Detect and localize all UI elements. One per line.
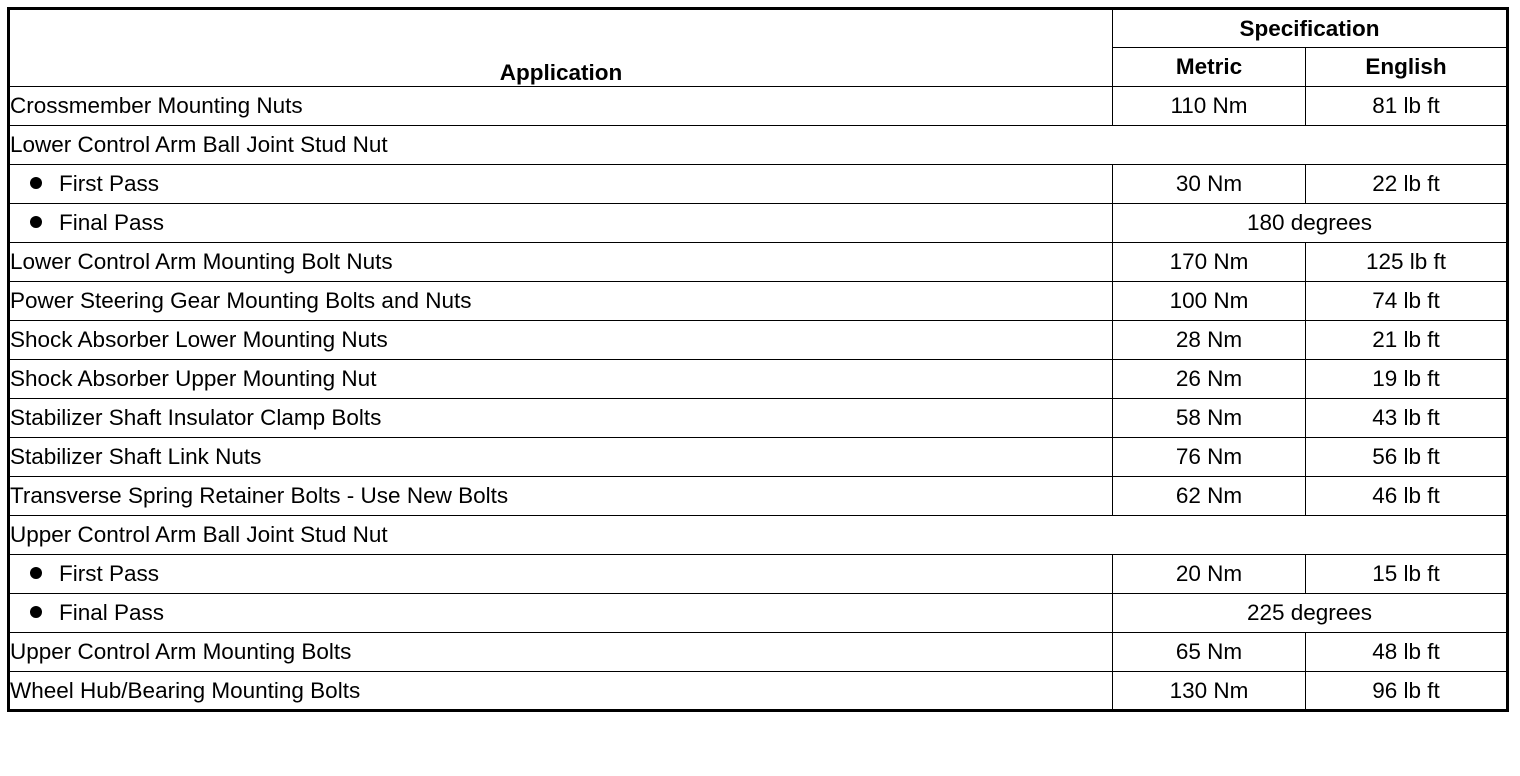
table-row [9,672,1508,711]
metric-value-cell: 65 Nm [1113,633,1306,672]
application-cell [9,555,1113,594]
application-cell: Shock Absorber Lower Mounting Nuts [9,321,1113,360]
metric-value-cell: 100 Nm [1113,282,1306,321]
specification-header: Specification [1113,9,1508,48]
metric-value-cell: 62 Nm [1113,477,1306,516]
metric-value-cell: 30 Nm [1113,165,1306,204]
application-cell [9,204,1113,243]
bullet-icon [30,177,42,189]
table-row [9,516,1508,555]
metric-value-cell: 26 Nm [1113,360,1306,399]
application-cell [9,165,1113,204]
application-cell [9,594,1113,633]
english-value-cell: 46 lb ft [1306,477,1508,516]
bullet-icon [30,567,42,579]
table-row [9,126,1508,165]
table-row [9,399,1508,438]
table-row [9,321,1508,360]
metric-value-cell: 58 Nm [1113,399,1306,438]
bullet-icon [30,606,42,618]
table-header [9,9,1508,87]
angle-spec-cell: 180 degrees [1113,204,1508,243]
header-row-top [9,9,1508,48]
metric-value-cell: 20 Nm [1113,555,1306,594]
sub-step-label: Final Pass [59,600,165,625]
english-value-cell: 74 lb ft [1306,282,1508,321]
application-cell: Transverse Spring Retainer Bolts - Use New Bolts [9,477,1113,516]
metric-header: Metric [1113,48,1306,87]
bullet-icon [30,216,42,228]
torque-spec-table [7,7,1509,712]
english-value-cell: 21 lb ft [1306,321,1508,360]
application-cell: Power Steering Gear Mounting Bolts and Nuts [9,282,1113,321]
table-row [9,87,1508,126]
application-cell: Shock Absorber Upper Mounting Nut [9,360,1113,399]
english-header: English [1306,48,1508,87]
application-header: Application [9,9,1113,87]
english-value-cell: 81 lb ft [1306,87,1508,126]
application-cell: Wheel Hub/Bearing Mounting Bolts [9,672,1113,711]
table-row [9,165,1508,204]
sub-step-label: First Pass [59,561,160,586]
table-body [9,87,1508,711]
english-value-cell: 43 lb ft [1306,399,1508,438]
application-cell: Lower Control Arm Mounting Bolt Nuts [9,243,1113,282]
metric-value-cell: 110 Nm [1113,87,1306,126]
table-row [9,477,1508,516]
english-value-cell: 96 lb ft [1306,672,1508,711]
table-row [9,633,1508,672]
table-row [9,360,1508,399]
group-heading-cell: Lower Control Arm Ball Joint Stud Nut [9,126,1508,165]
group-heading-cell: Upper Control Arm Ball Joint Stud Nut [9,516,1508,555]
application-cell: Stabilizer Shaft Link Nuts [9,438,1113,477]
english-value-cell: 56 lb ft [1306,438,1508,477]
table-row [9,594,1508,633]
table-row [9,243,1508,282]
application-cell: Stabilizer Shaft Insulator Clamp Bolts [9,399,1113,438]
english-value-cell: 15 lb ft [1306,555,1508,594]
table-row [9,438,1508,477]
metric-value-cell: 130 Nm [1113,672,1306,711]
application-cell: Upper Control Arm Mounting Bolts [9,633,1113,672]
table-row [9,204,1508,243]
application-cell: Crossmember Mounting Nuts [9,87,1113,126]
metric-value-cell: 28 Nm [1113,321,1306,360]
english-value-cell: 48 lb ft [1306,633,1508,672]
angle-spec-cell: 225 degrees [1113,594,1508,633]
metric-value-cell: 170 Nm [1113,243,1306,282]
sub-step-label: Final Pass [59,210,165,235]
english-value-cell: 125 lb ft [1306,243,1508,282]
metric-value-cell: 76 Nm [1113,438,1306,477]
table-row [9,555,1508,594]
english-value-cell: 22 lb ft [1306,165,1508,204]
table-row [9,282,1508,321]
sub-step-label: First Pass [59,171,160,196]
english-value-cell: 19 lb ft [1306,360,1508,399]
